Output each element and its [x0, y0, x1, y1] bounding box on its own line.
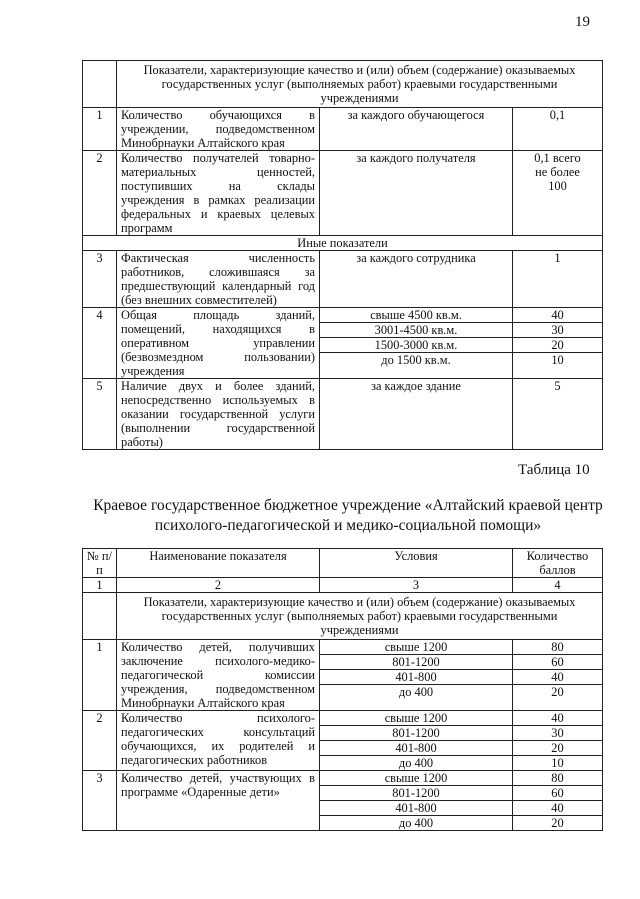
condition: свыше 1200	[320, 771, 512, 786]
row-number: 1	[83, 108, 117, 151]
score: 20	[551, 685, 564, 699]
score: 0,1	[513, 108, 603, 151]
condition: 801-1200	[320, 726, 512, 741]
score-list	[513, 711, 603, 771]
condition: 401-800	[320, 741, 512, 756]
section-header: Показатели, характеризующие качество и (или) объем (содержание) оказываемых государственных услуг (выполняемых работ) краевыми государственными учреждениями	[117, 61, 603, 108]
score: 80	[513, 640, 602, 655]
page-number: 19	[575, 14, 590, 30]
indicator-name: Количество детей, получивших заключение психолого-медико-педагогической комиссии учреждения, подведомственном Минобрнауки Алтайского края	[117, 640, 320, 711]
condition: свыше 1200	[320, 640, 512, 655]
score: 20	[513, 338, 602, 353]
condition: свыше 4500 кв.м.	[320, 308, 512, 323]
criteria-table-continued	[82, 60, 603, 450]
score: 30	[513, 323, 602, 338]
score-list	[513, 308, 603, 379]
score: 60	[513, 655, 602, 670]
condition: 801-1200	[320, 655, 512, 670]
row-number: 2	[83, 711, 117, 771]
score: 5	[513, 379, 603, 450]
condition-list	[320, 711, 513, 771]
column-number: 2	[117, 578, 320, 593]
column-number: 3	[320, 578, 513, 593]
row-number: 3	[83, 771, 117, 831]
condition: за каждого получателя	[320, 151, 513, 236]
score: 20	[551, 816, 564, 830]
table-row	[83, 251, 603, 308]
table-row	[83, 593, 603, 640]
indicator-name: Общая площадь зданий, помещений, находящихся в оперативном управлении (безвозмездном пользовании) учреждения	[117, 308, 320, 379]
table-row	[83, 771, 603, 831]
indicator-name: Количество психолого-педагогических консультаций обучающихся, их родителей и педагогических работников	[117, 711, 320, 771]
header-score: Количество баллов	[513, 549, 603, 578]
score: 40	[513, 670, 602, 685]
row-number: 3	[83, 251, 117, 308]
condition-list	[320, 308, 513, 379]
header-name: Наименование показателя	[117, 549, 320, 578]
indicator-name: Количество обучающихся в учреждении, подведомственном Минобрнауки Алтайского края	[117, 108, 320, 151]
indicator-name: Количество детей, участвующих в программе «Одаренные дети»	[117, 771, 320, 831]
row-number: 5	[83, 379, 117, 450]
condition: 1500-3000 кв.м.	[320, 338, 512, 353]
condition: 801-1200	[320, 786, 512, 801]
score: 40	[513, 801, 602, 816]
condition: до 400	[398, 756, 434, 770]
score: 80	[513, 771, 602, 786]
condition-list	[320, 771, 513, 831]
score: 1	[513, 251, 603, 308]
table-row	[83, 151, 603, 236]
condition: 401-800	[320, 801, 512, 816]
score: 10	[551, 353, 564, 367]
section-header: Показатели, характеризующие качество и (или) объем (содержание) оказываемых государственных услуг (выполняемых работ) краевыми государственными учреждениями	[117, 593, 603, 640]
row-number: 1	[83, 640, 117, 711]
header-conditions: Условия	[320, 549, 513, 578]
table-row	[83, 61, 603, 108]
criteria-table-10	[82, 548, 603, 831]
column-number: 4	[513, 578, 603, 593]
column-number: 1	[83, 578, 117, 593]
other-indicators-header: Иные показатели	[83, 236, 603, 251]
row-number: 2	[83, 151, 117, 236]
institution-title: Краевое государственное бюджетное учреждение «Алтайский краевой центр психолого-педагогической и медико-социальной помощи»	[93, 497, 603, 534]
table-row	[83, 236, 603, 251]
score-list	[513, 640, 603, 711]
score: 20	[513, 741, 602, 756]
row-number: 4	[83, 308, 117, 379]
score: 30	[513, 726, 602, 741]
table-caption: Таблица 10	[518, 462, 590, 478]
condition-list	[320, 640, 513, 711]
table-row	[83, 108, 603, 151]
score: 40	[513, 711, 602, 726]
score: 60	[513, 786, 602, 801]
column-number-row	[83, 578, 603, 593]
table-row	[83, 711, 603, 771]
table-row	[83, 640, 603, 711]
condition: до 400	[398, 816, 434, 830]
indicator-name: Фактическая численность работников, сложившаяся за предшествующий календарный год (без внешних совместителей)	[117, 251, 320, 308]
condition: до 400	[398, 685, 434, 699]
condition: 401-800	[320, 670, 512, 685]
score: 10	[551, 756, 564, 770]
indicator-name: Наличие двух и более зданий, непосредственно используемых в оказании государственной услуги (выполнении государственной работы)	[117, 379, 320, 450]
condition: за каждого обучающегося	[320, 108, 513, 151]
table-row	[83, 308, 603, 379]
score-list	[513, 771, 603, 831]
condition: за каждого сотрудника	[320, 251, 513, 308]
header-num: № п/п	[83, 549, 117, 578]
condition: за каждое здание	[320, 379, 513, 450]
score: 40	[513, 308, 602, 323]
table-header-row	[83, 549, 603, 578]
condition: свыше 1200	[320, 711, 512, 726]
condition: 3001-4500 кв.м.	[320, 323, 512, 338]
score: 0,1 всего не более 100	[513, 151, 603, 236]
table-row	[83, 379, 603, 450]
condition: до 1500 кв.м.	[381, 353, 451, 367]
indicator-name: Количество получателей товарно-материальных ценностей, поступивших на склады учреждения в рамках реализации федеральных и краевых целевых программ	[117, 151, 320, 236]
